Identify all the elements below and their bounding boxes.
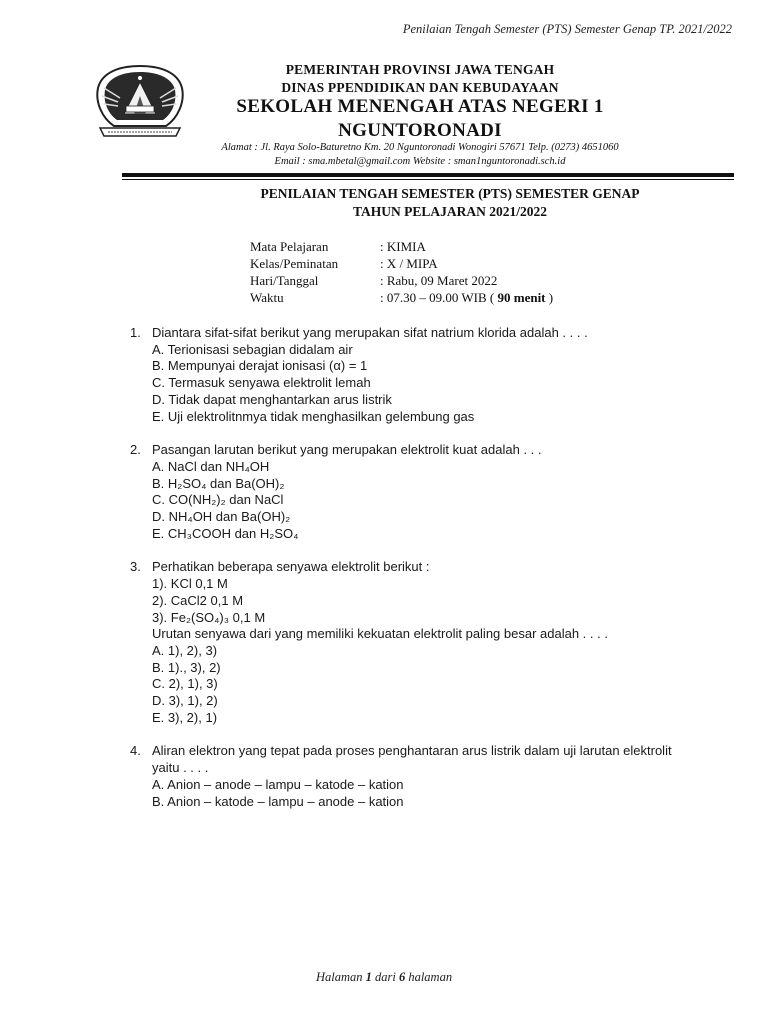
info-row — [250, 272, 553, 289]
answer-option: D. 3), 1), 2) — [152, 693, 218, 709]
question-2 — [122, 442, 742, 542]
current-page: 1 — [365, 970, 372, 984]
answer-option: C. CO(NH₂)₂ dan NaCl — [152, 492, 284, 508]
answer-option: A. NaCl dan NH₄OH — [152, 458, 270, 474]
answer-option: C. Termasuk senyawa elektrolit lemah — [152, 375, 371, 391]
answer-option: B. 1)., 3), 2) — [152, 659, 221, 675]
answer-option: E. 3), 2), 1) — [152, 709, 218, 725]
letterhead-department: DINAS PPENDIDIKAN DAN KEBUDAYAAN — [281, 80, 559, 95]
info-value: : Rabu, 09 Maret 2022 — [380, 273, 498, 288]
question-number: 1. — [130, 325, 141, 340]
answer-option: D. Tidak dapat menghantarkan arus listrik — [152, 391, 392, 407]
question-number: 2. — [130, 442, 141, 458]
question-text: Urutan senyawa dari yang memiliki kekuatan elektrolit paling besar adalah . . . . — [152, 626, 608, 642]
letterhead-government: PEMERINTAH PROVINSI JAWA TENGAH — [285, 62, 555, 77]
time-range: : 07.30 – 09.00 WIB ( — [380, 290, 495, 305]
footer-mid: dari — [371, 970, 399, 984]
answer-option: A. Terionisasi sebagian didalam air — [152, 341, 353, 357]
school-contact: Email : sma.mbetal@gmail.com Website : sman1nguntoronadi.sch.id — [274, 156, 566, 167]
question-number: 4. — [130, 743, 141, 759]
question-1 — [122, 325, 742, 425]
answer-option: E. CH₃COOH dan H₂SO₄ — [152, 525, 299, 541]
question-number: 3. — [130, 559, 141, 575]
answer-option: A. 1), 2), 3) — [152, 642, 218, 658]
answer-option: E. Uji elektrolitnmya tidak menghasilkan gelembung gas — [152, 408, 475, 424]
question-text: Pasangan larutan berikut yang merupakan elektrolit kuat adalah . . . — [152, 442, 542, 458]
answer-option: B. H₂SO₄ dan Ba(OH)₂ — [152, 475, 285, 491]
time-close: ) — [548, 290, 554, 305]
question-4 — [122, 743, 742, 810]
info-row — [250, 289, 553, 306]
school-name-line1: SEKOLAH MENENGAH ATAS NEGERI 1 — [236, 96, 604, 117]
school-address: Alamat : Jl. Raya Solo-Baturetno Km. 20 Nguntoronadi Wonogiri 57671 Telp. (0273) 4651060 — [221, 142, 619, 153]
question-text: yaitu . . . . — [152, 760, 209, 776]
info-row — [250, 238, 553, 255]
question-item: 1). KCl 0,1 M — [152, 576, 228, 592]
question-text: Aliran elektron yang tepat pada proses penghantaran arus listrik dalam uji larutan elektrolit — [152, 743, 672, 759]
answer-option: D. NH₄OH dan Ba(OH)₂ — [152, 509, 291, 525]
page-footer — [0, 970, 768, 985]
info-value: : X / MIPA — [380, 256, 438, 271]
exam-title-line1: PENILAIAN TENGAH SEMESTER (PTS) SEMESTER GENAP — [260, 186, 640, 201]
footer-post: halaman — [405, 970, 453, 984]
answer-option: B. Mempunyai derajat ionisasi (α) = 1 — [152, 358, 368, 374]
info-label: Waktu — [250, 290, 284, 305]
school-name-line2: NGUNTORONADI — [338, 120, 502, 141]
exam-title-line2: TAHUN PELAJARAN 2021/2022 — [352, 204, 547, 219]
question-item: 2). CaCl2 0,1 M — [152, 592, 244, 608]
answer-option: A. Anion – anode – lampu – katode – kation — [152, 776, 404, 792]
duration: 90 menit — [494, 290, 549, 305]
info-row — [250, 255, 553, 272]
question-3 — [122, 559, 742, 726]
footer-pre: Halaman — [315, 970, 366, 984]
info-label: Hari/Tanggal — [250, 273, 319, 288]
answer-option: C. 2), 1), 3) — [152, 676, 218, 692]
letterhead-rule-thick — [122, 173, 734, 177]
info-label: Mata Pelajaran — [250, 239, 329, 254]
question-text: Perhatikan beberapa senyawa elektrolit berikut : — [152, 559, 430, 575]
total-pages: 6 — [398, 970, 406, 984]
info-value — [380, 289, 553, 306]
letterhead-rule-thin — [122, 179, 734, 180]
info-value: : KIMIA — [380, 239, 426, 254]
exam-info-table — [250, 238, 553, 306]
answer-option: B. Anion – katode – lampu – anode – kation — [152, 793, 404, 809]
question-text: Diantara sifat-sifat berikut yang merupakan sifat natrium klorida adalah . . . . — [152, 325, 588, 340]
info-label: Kelas/Peminatan — [250, 256, 339, 271]
question-list — [122, 325, 742, 827]
question-item: 3). Fe₂(SO₄)₃ 0,1 M — [152, 609, 266, 625]
running-header: Penilaian Tengah Semester (PTS) Semester Genap TP. 2021/2022 — [402, 22, 732, 36]
